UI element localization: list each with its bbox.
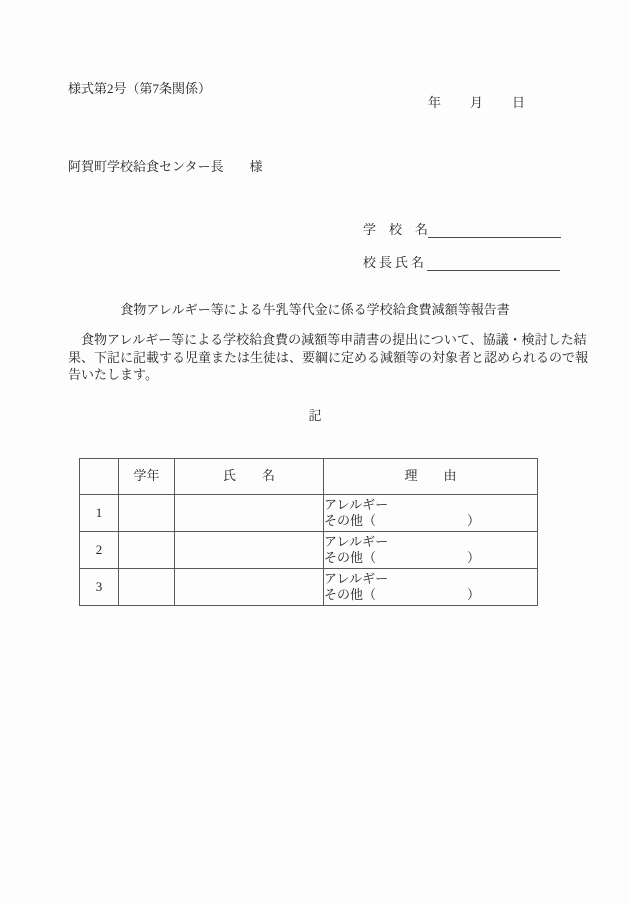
name-cell [175, 495, 324, 532]
body-paragraph [68, 331, 589, 384]
addressee-line: 阿賀町学校給食センター長 様 [68, 159, 263, 174]
grade-cell [119, 495, 175, 532]
school-name-row [363, 222, 561, 238]
reason-other-line: その他（ ） [324, 513, 481, 528]
row-number-cell: 3 [80, 569, 119, 606]
reason-other-line: その他（ ） [324, 587, 481, 602]
principal-name-label: 校長氏名 [363, 255, 428, 270]
body-line: 告いたします。 [68, 367, 158, 382]
table-header-row [80, 459, 538, 495]
reason-allergy-line: アレルギー [324, 496, 389, 512]
grade-cell [119, 532, 175, 569]
form-number: 様式第2号（第7条関係） [68, 81, 212, 96]
reason-cell [324, 495, 538, 532]
document-title: 食物アレルギー等による牛乳等代金に係る学校給食費減額等報告書 [120, 302, 510, 317]
table-row [80, 495, 538, 532]
principal-name-row [363, 255, 560, 271]
reason-cell [324, 569, 538, 606]
header-name: 氏 名 [175, 459, 324, 495]
header-grade: 学年 [119, 459, 175, 495]
body-line: 果、下記に記載する児童または生徒は、要綱に定める減額等の対象者と認められるので報 [68, 349, 589, 365]
name-cell [175, 532, 324, 569]
header-number [80, 459, 119, 495]
header-reason: 理 由 [324, 459, 538, 495]
table-row [80, 532, 538, 569]
table-row [80, 569, 538, 606]
row-number-cell: 2 [80, 532, 119, 569]
reason-allergy-line: アレルギー [324, 533, 389, 549]
report-table [79, 458, 538, 606]
reason-cell [324, 532, 538, 569]
school-name-underline [428, 222, 561, 238]
section-marker: 記 [308, 408, 322, 423]
name-cell [175, 569, 324, 606]
body-line: 食物アレルギー等による学校給食費の減額等申請書の提出について、協議・検討した結 [68, 332, 587, 347]
reason-allergy-line: アレルギー [324, 570, 389, 586]
grade-cell [119, 569, 175, 606]
school-name-label: 学 校 名 [363, 222, 429, 237]
principal-name-underline [427, 255, 560, 271]
row-number-cell: 1 [80, 495, 119, 532]
date-line: 年 月 日 [427, 95, 526, 110]
reason-other-line: その他（ ） [324, 550, 481, 565]
